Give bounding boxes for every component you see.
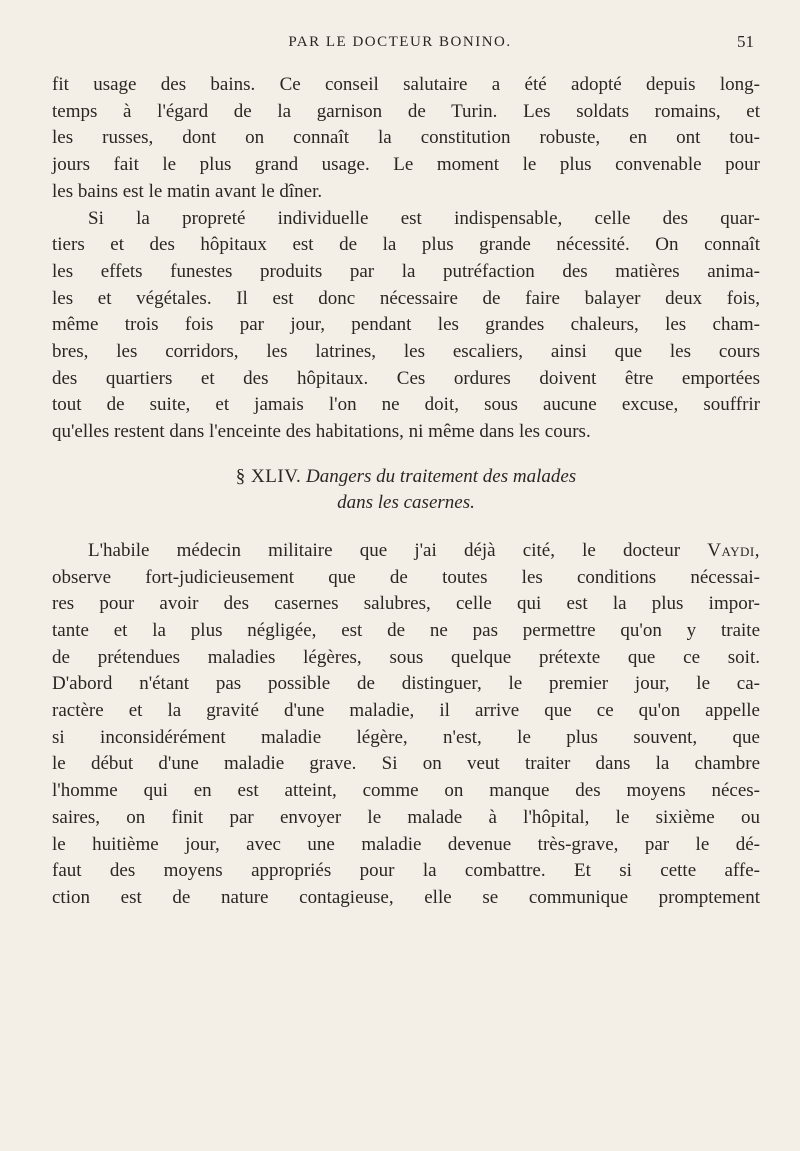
section-title: Dangers du traitement des malades <box>305 465 577 487</box>
text-line: les bains est le matin avant le dîner. <box>52 180 323 202</box>
text-line: jours fait le plus grand usage. Le moment le plus convenable pour <box>52 154 760 176</box>
text-line: ction est de nature contagieuse, elle se communique promptement <box>52 886 760 908</box>
running-title: PAR LE DOCTEUR BONINO. <box>288 34 512 50</box>
text-line: tiers et des hôpitaux est de la plus grande nécessité. On connaît <box>52 234 760 256</box>
text-line: bres, les corridors, les latrines, les escaliers, ainsi que les cours <box>52 341 760 363</box>
running-head <box>0 32 800 56</box>
text-line: observe fort-judicieusement que de toutes les conditions nécessai- <box>52 566 760 588</box>
text-line: le huitième jour, avec une maladie devenue très-grave, par le dé- <box>52 833 760 855</box>
text-line: D'abord n'étant pas possible de distinguer, le premier jour, le ca- <box>52 673 760 695</box>
text-line: même trois fois par jour, pendant les grandes chaleurs, les cham- <box>52 314 760 336</box>
section-subtitle: dans les casernes. <box>337 491 475 513</box>
text-line: tante et la plus négligée, est de ne pas permettre qu'on y traite <box>52 619 760 641</box>
page-number: 51 <box>737 32 754 51</box>
text-line: des quartiers et des hôpitaux. Ces ordures doivent être emportées <box>52 367 760 389</box>
body-text <box>52 72 760 912</box>
text-line: les effets funestes produits par la putréfaction des matières anima- <box>52 260 760 282</box>
author-name: Vaydi, <box>707 539 760 561</box>
text-line: les et végétales. Il est donc nécessaire de faire balayer deux fois, <box>52 287 760 309</box>
text-line: res pour avoir des casernes salubres, celle qui est la plus impor- <box>52 593 760 615</box>
text-line: tout de suite, et jamais l'on ne doit, sous aucune excuse, souffrir <box>52 394 760 416</box>
paragraph-casernes <box>52 538 760 912</box>
text-line: l'homme qui en est atteint, comme on manque des moyens néces- <box>52 780 760 802</box>
text-segment: L'habile médecin militaire que j'ai déjà cité, le docteur <box>88 539 708 561</box>
text-line: de prétendues maladies légères, sous quelque prétexte que ce soit. <box>52 646 760 668</box>
text-line: temps à l'égard de la garnison de Turin. Les soldats romains, et <box>52 100 760 122</box>
text-line: qu'elles restent dans l'enceinte des habitations, ni même dans les cours. <box>52 421 591 443</box>
section-number: § XLIV. <box>235 465 302 487</box>
text-line <box>52 538 760 565</box>
paragraph-bains <box>52 72 760 206</box>
section-heading <box>52 464 760 490</box>
text-line: Si la propreté individuelle est indispensable, celle des quar- <box>88 207 760 229</box>
paragraph-proprete <box>52 206 760 446</box>
text-line: faut des moyens appropriés pour la combattre. Et si cette affe- <box>52 860 760 882</box>
text-line: saires, on finit par envoyer le malade à l'hôpital, le sixième ou <box>52 806 760 828</box>
text-line: ractère et la gravité d'une maladie, il arrive que ce qu'on appelle <box>52 700 760 722</box>
text-line: fit usage des bains. Ce conseil salutaire a été adopté depuis long- <box>52 74 760 95</box>
text-line: le début d'une maladie grave. Si on veut traiter dans la chambre <box>52 753 760 775</box>
text-line: les russes, dont on connaît la constitution robuste, en ont tou- <box>52 127 760 149</box>
text-line: si inconsidérément maladie légère, n'est, le plus souvent, que <box>52 726 760 748</box>
